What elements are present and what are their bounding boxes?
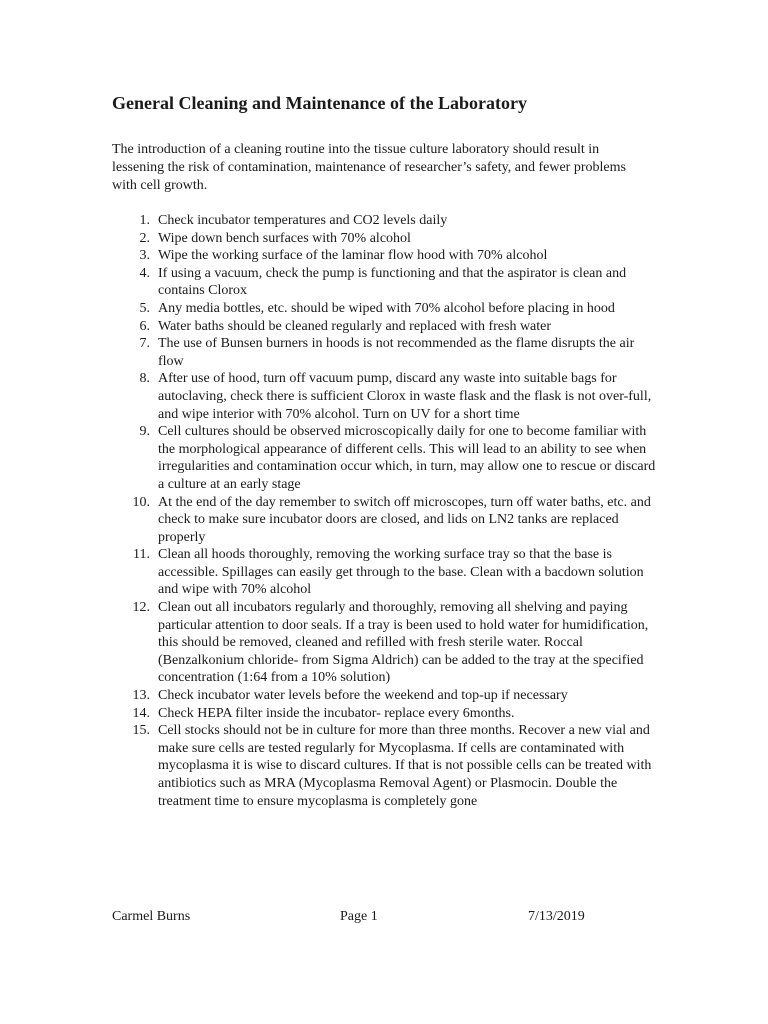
list-item-text: After use of hood, turn off vacuum pump, discard any waste into suitable bags for autoclaving, check there is sufficient Clorox in waste flask and the flask is not over-full, and wipe interior with 70% alcohol. Turn on UV for a short time: [158, 371, 652, 422]
footer-author: Carmel Burns: [112, 909, 191, 924]
list-item: [112, 247, 660, 265]
list-item-text: Water baths should be cleaned regularly and replaced with fresh water: [158, 318, 552, 334]
list-item: [112, 423, 660, 493]
list-item-number: 3.: [139, 248, 150, 264]
list-item-number: 12.: [132, 600, 150, 616]
footer-date: 7/13/2019: [528, 909, 585, 924]
list-item-number: 2.: [139, 230, 150, 246]
list-item-text: The use of Bunsen burners in hoods is not recommended as the flame disrupts the air flow: [158, 336, 635, 369]
list-item-number: 4.: [139, 265, 150, 281]
list-item: [112, 722, 660, 810]
list-item-text: Check incubator temperatures and CO2 levels daily: [158, 213, 448, 228]
list-item-number: 7.: [139, 336, 150, 352]
list-item: [112, 494, 660, 547]
maintenance-list: [112, 212, 660, 810]
list-item-text: Wipe down bench surfaces with 70% alcohol: [158, 230, 411, 246]
intro-paragraph: The introduction of a cleaning routine into the tissue culture laboratory should result in lessening the risk of contamination, maintenance of researcher’s safety, and fewer problems with cell growth.: [112, 142, 626, 193]
list-item-number: 1.: [139, 213, 150, 228]
list-item: [112, 265, 660, 300]
list-item: [112, 599, 660, 687]
list-item-text: At the end of the day remember to switch off microscopes, turn off water baths, etc. and check to make sure incubator doors are closed, and lids on LN2 tanks are replaced properly: [158, 494, 651, 545]
list-item-number: 11.: [133, 547, 150, 563]
list-item: [112, 687, 660, 705]
list-item-number: 15.: [132, 723, 150, 739]
document-title: General Cleaning and Maintenance of the Laboratory: [112, 93, 527, 113]
list-item: [112, 546, 660, 599]
list-item-text: Cell cultures should be observed microscopically daily for one to become familiar with the morphological appearance of different cells. This will lead to an ability to see when irregularities and contamination occur which, in turn, may allow one to rescue or discard a culture at an early stage: [158, 424, 656, 492]
list-item-number: 13.: [132, 688, 150, 704]
list-item: [112, 318, 660, 336]
list-item-number: 14.: [132, 705, 150, 721]
list-item-text: Clean all hoods thoroughly, removing the working surface tray so that the base is accessible. Spillages can easily get through to the base. Clean with a bacdown solution and wipe with 70% alcohol: [158, 547, 644, 598]
list-item-text: If using a vacuum, check the pump is functioning and that the aspirator is clean and contains Clorox: [158, 265, 627, 299]
list-item: [112, 300, 660, 318]
list-item-text: Any media bottles, etc. should be wiped with 70% alcohol before placing in hood: [158, 300, 615, 316]
list-item-number: 10.: [132, 494, 150, 510]
list-item-number: 9.: [139, 424, 150, 440]
list-item: [112, 370, 660, 423]
footer-page-number: Page 1: [340, 909, 378, 924]
list-item-text: Clean out all incubators regularly and thoroughly, removing all shelving and paying particular attention to door seals. If a tray is been used to hold water for humidification, this should be removed, cleaned and refilled with fresh sterile water. Roccal (Benzalkonium chloride- from Sigma Aldrich) can be added to the tray at the specified concentration (1:64 from a 10% solution): [158, 600, 649, 686]
list-item-text: Check incubator water levels before the weekend and top-up if necessary: [158, 688, 568, 704]
list-item-text: Wipe the working surface of the laminar flow hood with 70% alcohol: [158, 248, 548, 264]
list-item: [112, 705, 660, 723]
list-item: [112, 335, 660, 370]
list-item: [112, 212, 660, 230]
list-item-number: 8.: [139, 371, 150, 387]
list-item-text: Check HEPA filter inside the incubator- replace every 6months.: [158, 705, 515, 721]
list-item-number: 6.: [139, 318, 150, 334]
list-item: [112, 230, 660, 248]
list-item-number: 5.: [139, 300, 150, 316]
list-item-text: Cell stocks should not be in culture for more than three months. Recover a new vial and make sure cells are tested regularly for Mycoplasma. If cells are contaminated with mycoplasma it is wise to discard cultures. If that is not possible cells can be treated with antibiotics such as MRA (Mycoplasma Removal Agent) or Plasmocin. Double the treatment time to ensure mycoplasma is completely gone: [158, 723, 652, 809]
